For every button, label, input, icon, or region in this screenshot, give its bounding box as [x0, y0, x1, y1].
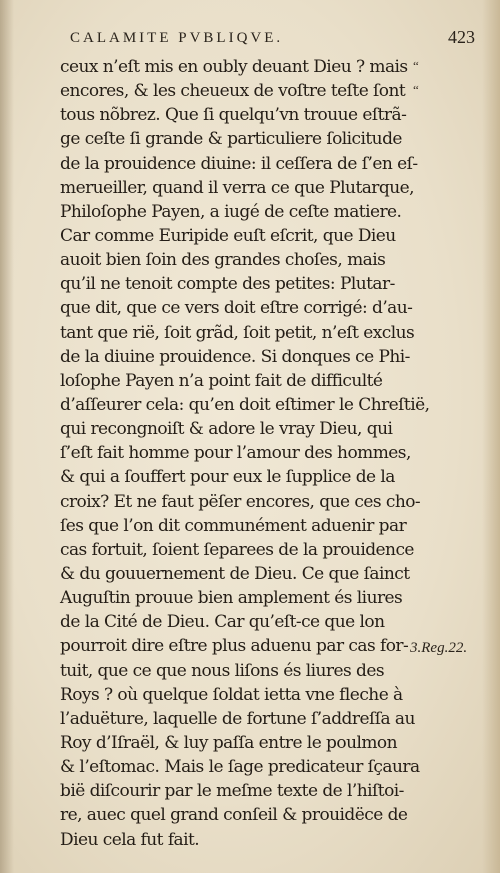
text-line: l’aduëture, laquelle de fortune ſ’addreſſa au — [60, 708, 415, 729]
text-line: ge ceſte ſi grande & particuliere ſolicitude — [60, 129, 402, 150]
text-line: qu’il ne tenoit compte des petites: Plutar- — [60, 274, 395, 295]
quote-mark: “ — [413, 82, 419, 97]
page-edge-shadow — [482, 0, 500, 873]
text-line: loſophe Payen n’a point fait de difficulté — [60, 370, 383, 391]
quote-mark: “ — [413, 58, 419, 73]
text-line: & l’eſtomac. Mais le ſage predicateur ſçaura — [60, 757, 420, 778]
text-line: ſes que l’on dit communément aduenir par — [60, 515, 407, 536]
page-number: 423 — [448, 27, 475, 47]
page-gutter-shadow — [0, 0, 14, 873]
text-line: ſ’eſt fait homme pour l’amour des hommes, — [60, 443, 411, 464]
text-line: pourroit dire eſtre plus aduenu par cas for- — [60, 636, 409, 657]
text-line: qui recongnoiſt & adore le vray Dieu, qui — [60, 419, 393, 440]
text-line: merueiller, quand il verra ce que Plutarque, — [60, 177, 414, 198]
text-line: Roys ? où quelque ſoldat ietta vne fleche à — [60, 684, 403, 705]
text-line: d’aſſeurer cela: qu’en doit eſtimer le Chreſtië, — [60, 394, 430, 415]
text-line: re, auec quel grand conſeil & prouidëce de — [60, 805, 408, 826]
text-line: cas fortuit, ſoient ſeparees de la prouidence — [60, 539, 414, 560]
margin-reference: 3.Reg.22. — [410, 640, 468, 656]
text-line: de la diuine prouidence. Si donques ce Phi- — [60, 346, 410, 367]
text-line: tuit, que ce que nous liſons és liures des — [60, 660, 385, 681]
running-title: CALAMITE PVBLIQVE. — [70, 30, 284, 46]
text-line: tant que rië, ſoit grãd, ſoit petit, n’eſt exclus — [60, 322, 415, 343]
text-line: Roy d’Iſraël, & luy paſſa entre le poulmon — [60, 732, 398, 753]
text-line: de la prouidence diuine: il ceſſera de ſ’en eſ- — [60, 153, 418, 174]
text-line: Dieu cela fut fait. — [60, 829, 200, 850]
text-line: auoit bien ſoin des grandes choſes, mais — [60, 250, 386, 271]
text-line: & du gouuernement de Dieu. Ce que ſainct — [60, 563, 410, 584]
text-line: bië diſcourir par le meſme texte de l’hiſtoi- — [60, 781, 404, 802]
text-line: encores, & les cheueux de voſtre teſte ſont — [60, 81, 406, 102]
text-line: Auguſtin prouue bien amplement és liures — [60, 588, 403, 609]
text-line: Philoſophe Payen, a iugé de ceſte matiere. — [60, 201, 402, 222]
text-line: croix? Et ne faut pëſer encores, que ces cho- — [60, 491, 421, 512]
text-line: tous nõbrez. Que ſi quelqu’vn trouue eſtrã- — [60, 105, 407, 126]
body-text — [60, 55, 430, 852]
text-line: que dit, que ce vers doit eſtre corrigé: d’au- — [60, 298, 413, 319]
text-line: Car comme Euripide euſt eſcrit, que Dieu — [60, 225, 396, 246]
text-line: & qui a ſouffert pour eux le ſupplice de la — [60, 467, 395, 488]
text-line: ceux n’eſt mis en oubly deuant Dieu ? mais — [60, 57, 408, 77]
text-line: de la Cité de Dieu. Car qu’eſt-ce que lon — [60, 612, 385, 633]
